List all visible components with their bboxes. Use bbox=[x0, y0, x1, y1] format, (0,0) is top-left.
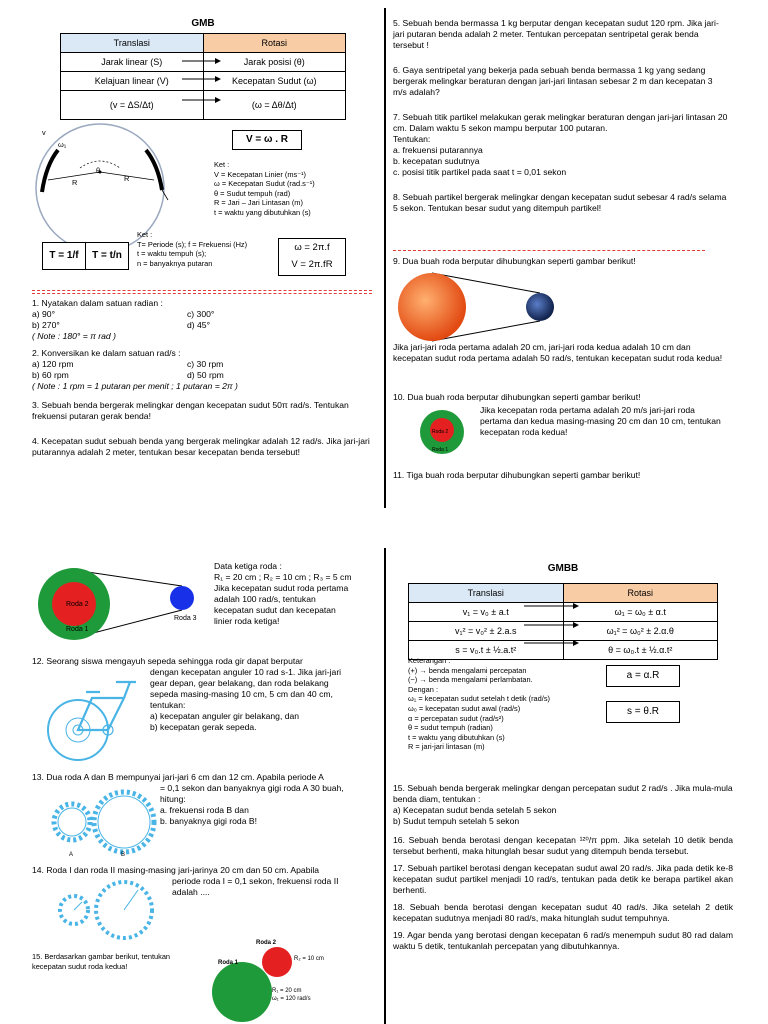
question-15: 15. Sebuah benda bergerak melingkar dengan percepatan sudut 2 rad/s . Jika mula-mula benda diam, tentukan : bbox=[393, 783, 733, 804]
roda2-label: Roda 2 bbox=[66, 601, 89, 608]
gmb-head-left: Translasi bbox=[61, 34, 204, 53]
gmbb-ket-line: α = percepatan sudut (rad/s²) bbox=[408, 713, 504, 723]
formula-v: V = 2π.fR bbox=[291, 259, 333, 270]
option: a) 120 rpm bbox=[32, 359, 74, 369]
question-12: 12. Seorang siswa mengayuh sepeda sehingga roda gir dapat berputar bbox=[32, 656, 303, 666]
question-15-left: 15. Berdasarkan gambar berikut, tentukan kecepatan sudut roda kedua! bbox=[32, 952, 171, 971]
gear-a-label: A bbox=[69, 852, 74, 858]
three-wheels-figure bbox=[36, 566, 206, 642]
question-8: 8. Sebuah partikel bergerak melingkar dengan kecepatan sudut sebesar 4 rad/s selama 5 sekon. Tentukan besar sudut yang ditempuh partikel! bbox=[393, 192, 727, 213]
question-1: 1. Nyatakan dalam satuan radian : bbox=[32, 298, 163, 308]
data-title: Data ketiga roda : bbox=[214, 561, 282, 571]
q12-line: tentukan: bbox=[150, 700, 186, 710]
ket2-line: t = waktu tempuh (s); bbox=[137, 249, 207, 259]
formula-t-f: T = 1/f bbox=[42, 242, 86, 270]
bicycle-figure bbox=[46, 670, 146, 766]
question-16: 16. Sebuah benda berotasi dengan kecepatan ¹²⁰/π ppm. Jika setelah 10 detik benda tersebut berhenti, maka hitunglah besar sudut yang ditempuh benda tersebut. bbox=[393, 835, 733, 856]
gmbb-ket-line: Dengan : bbox=[408, 684, 438, 694]
gmbb-head-right: Rotasi bbox=[563, 584, 718, 603]
question-3: 3. Sebuah benda bergerak melingkar dengan kecepatan sudut 50π rad/s. Tentukan frekuensi putaran gerak benda! bbox=[32, 400, 349, 421]
gmbb-row-left: s = v₀.t ± ½.a.t² bbox=[409, 641, 564, 660]
q13-body bbox=[160, 783, 380, 827]
gmbb-ket-line: ω₁ = kecepatan sudut setelah t detik (rad/s) bbox=[408, 694, 550, 704]
separator bbox=[32, 293, 372, 294]
formula-t-n: T = t/n bbox=[85, 242, 129, 270]
q15-sub: a) Kecepatan sudut benda setelah 5 sekon bbox=[393, 805, 557, 815]
column-divider-top bbox=[384, 8, 386, 508]
gmb-row-right: Jarak posisi (θ) bbox=[203, 53, 346, 72]
gmb-row-left: Kelajuan linear (V) bbox=[61, 72, 204, 91]
q7-sub: a. frekuensi putarannya bbox=[393, 145, 483, 155]
q15-r1: R₁ = 20 cm bbox=[272, 988, 302, 994]
q12-line: a) kecepatan anguler gir belakang, dan bbox=[150, 711, 300, 721]
gmbb-row-right: ω₁ = ω₀ ± α.t bbox=[563, 603, 718, 622]
question-10: 10. Dua buah roda berputar dihubungkan seperti gambar berikut! bbox=[393, 392, 641, 402]
option: c) 30 rpm bbox=[187, 359, 224, 369]
q14-body bbox=[172, 876, 382, 898]
gmb-ket bbox=[214, 160, 380, 218]
q9-text: Jika jari-jari roda pertama adalah 20 cm, jari-jari roda kedua adalah 10 cm dan kecepatan sudut roda pertama adalah 50 rad/s, tentukan kecepatan sudut roda kedua! bbox=[393, 342, 723, 363]
option: c) 300° bbox=[187, 309, 215, 319]
separator bbox=[32, 290, 372, 291]
bottom-right-questions bbox=[393, 783, 733, 952]
q13-line: = 0,1 sekon dan banyaknya gigi roda A 30 buah, bbox=[160, 783, 344, 793]
ket-line: ω = Kecepatan Sudut (rad.s⁻¹) bbox=[214, 179, 315, 189]
diagram-r2: R bbox=[124, 174, 130, 183]
q9-wheels-figure bbox=[398, 272, 558, 342]
separator bbox=[393, 250, 705, 251]
question-11: 11. Tiga buah roda berputar dihubungkan seperti gambar berikut! bbox=[393, 470, 641, 480]
right-questions bbox=[393, 18, 728, 214]
q12-line: dengan kecepatan anguler 10 rad s-1. Jika jari-jari bbox=[150, 667, 342, 677]
gmbb-row-left: v₁² = v₀² ± 2.a.s bbox=[409, 622, 564, 641]
gmbb-arrows bbox=[522, 598, 592, 658]
q15-r2: R₂ = 10 cm bbox=[294, 956, 324, 962]
question-19: 19. Agar benda yang berotasi dengan kecepatan 6 rad/s menempuh sudut 80 rad dalam waktu 5 detik, tentukanlah percepatan yang dibutuhkannya. bbox=[393, 930, 733, 951]
question-4: 4. Kecepatan sudut sebuah benda yang bergerak melingkar adalah 12 rad/s. Jika jari-jari putarannya adalah 2 meter, tentukan besar kecepatan benda tersebut! bbox=[32, 436, 370, 457]
ket-line: R = Jari – Jari Lintasan (m) bbox=[214, 198, 303, 208]
ket-line: V = Kecepatan Linier (ms⁻¹) bbox=[214, 169, 307, 179]
option: d) 50 rpm bbox=[187, 370, 224, 380]
data-line: linier roda ketiga! bbox=[214, 616, 280, 626]
q15-roda1: Roda 1 bbox=[218, 960, 239, 966]
gmbb-ket-line: (−) → benda mengalami perlambatan. bbox=[408, 675, 533, 685]
gmb-title: GMB bbox=[191, 18, 215, 29]
data-line: Jika kecepatan sudut roda pertama bbox=[214, 583, 349, 593]
gears-roda-figure bbox=[54, 880, 158, 940]
gmbb-row-right: ω₁² = ω₀² ± 2.α.θ bbox=[563, 622, 718, 641]
ket-title: Ket : bbox=[214, 160, 230, 169]
data-line: kecepatan sudut dan kecepatan bbox=[214, 605, 336, 615]
option: b) 270° bbox=[32, 320, 60, 330]
data-line: adalah 100 rad/s, tentukan bbox=[214, 594, 316, 604]
question-14: 14. Roda I dan roda II masing-masing jari-jarinya 20 cm dan 50 cm. Apabila bbox=[32, 865, 320, 875]
left-questions bbox=[32, 298, 377, 458]
gmbb-ket-title: Keterangan : bbox=[408, 656, 451, 665]
question-17: 17. Sebuah partikel berotasi dengan kecepatan sudut awal 20 rad/s. Jika pada detik ke-8 kecepatan sudut partikel menjadi 10 rad/s, tentukan pada detik ke berapa partikel akan berhenti. bbox=[393, 863, 733, 895]
question-2: 2. Konversikan ke dalam satuan rad/s : bbox=[32, 348, 181, 358]
q10-text: Jika kecepatan roda pertama adalah 20 m/s jari-jari roda pertama dan kedua masing-masing 20 cm dan 10 cm, tentukan kecepatan roda kedua! bbox=[480, 405, 721, 437]
formula-omega: ω = 2π.f bbox=[294, 242, 330, 253]
gmbb-ket-line: ω₀ = kecepatan sudut awal (rad/s) bbox=[408, 703, 521, 713]
roda3-label: Roda 3 bbox=[174, 615, 197, 622]
q15-roda2: Roda 2 bbox=[256, 940, 277, 946]
gear-b-label: B bbox=[121, 852, 126, 858]
question-9: 9. Dua buah roda berputar dihubungkan seperti gambar berikut! bbox=[393, 256, 636, 266]
q14-line: adalah .... bbox=[172, 887, 210, 897]
diagram-r1: R bbox=[72, 178, 78, 187]
q14-line: periode roda I = 0,1 sekon, frekuensi roda II bbox=[172, 876, 339, 886]
ket2-line: T= Periode (s); f = Frekuensi (Hz) bbox=[137, 239, 248, 249]
ket2-title: Ket : bbox=[137, 230, 153, 239]
option: b) 60 rpm bbox=[32, 370, 69, 380]
q15-w1: ω₁ = 120 rad/s bbox=[272, 996, 311, 1002]
note: ( Note : 1 rpm = 1 putaran per menit ; 1 putaran = 2π ) bbox=[32, 381, 238, 391]
column-divider-bottom bbox=[384, 548, 386, 1024]
question-7: 7. Sebuah titik partikel melakukan gerak melingkar beraturan dengan jari-jari lintasan 20 cm. Dalam waktu 5 sekon mampu berputar 100 putaran. bbox=[393, 112, 728, 133]
gmbb-ket-line: θ = sudut tempuh (radian) bbox=[408, 723, 493, 733]
formula-omega-box bbox=[278, 238, 346, 276]
diagram-omega: ω₁ bbox=[58, 140, 67, 149]
q13-line: a. frekuensi roda B dan bbox=[160, 805, 249, 815]
diagram-theta: θ bbox=[96, 166, 101, 175]
gmb-row-right: (ω = Δθ/Δt) bbox=[203, 91, 346, 120]
three-wheels-data bbox=[214, 561, 379, 627]
ket-line: t = waktu yang dibutuhkan (s) bbox=[214, 207, 311, 217]
q13-line: hitung: bbox=[160, 794, 186, 804]
question-13: 13. Dua roda A dan B mempunyai jari-jari 6 cm dan 12 cm. Apabila periode A bbox=[32, 772, 324, 782]
gmbb-row-right: θ = ω₀.t ± ½.α.t² bbox=[563, 641, 718, 660]
q12-line: b) kecepatan gerak sepeda. bbox=[150, 722, 257, 732]
q13-line: b. banyaknya gigi roda B! bbox=[160, 816, 257, 826]
q15-sub: b) Sudut tempuh setelah 5 sekon bbox=[393, 816, 520, 826]
gmbb-head-left: Translasi bbox=[409, 584, 564, 603]
ket-line: θ = Sudut tempuh (rad) bbox=[214, 188, 291, 198]
question-5: 5. Sebuah benda bermassa 1 kg berputar dengan kecepatan sudut 120 rpm. Jika jari-jari putaran benda adalah 2 meter. Tentukan percepatan sentripetal gerak benda tersebut ! bbox=[393, 18, 719, 50]
gmbb-ket-line: t = waktu yang dibutuhkan (s) bbox=[408, 732, 505, 742]
gmb-arrows bbox=[180, 50, 240, 110]
ket2-line: n = banyaknya putaran bbox=[137, 258, 213, 268]
note: ( Note : 180° = π rad ) bbox=[32, 331, 116, 341]
roda1-label: Roda 1 bbox=[66, 626, 89, 633]
q12-body bbox=[150, 667, 382, 733]
gmbb-ket bbox=[408, 656, 608, 752]
gmbb-ket-line: R = jari-jari lintasan (m) bbox=[408, 742, 485, 752]
q7-sub: Tentukan: bbox=[393, 134, 431, 144]
option: a) 90° bbox=[32, 309, 56, 319]
question-6: 6. Gaya sentripetal yang bekerja pada sebuah benda bermassa 1 kg yang sedang bergerak melingkar beraturan dengan jari-jari lintasan sebesar 2 m dan kecepatan 3 m/s adalah? bbox=[393, 65, 713, 97]
option: d) 45° bbox=[187, 320, 211, 330]
gmb-head-right: Rotasi bbox=[203, 34, 346, 53]
q7-sub: b. kecepatan sudutnya bbox=[393, 156, 480, 166]
gmb-ket2 bbox=[137, 230, 277, 268]
gmb-row-left: (v = ΔS/Δt) bbox=[61, 91, 204, 120]
gmbb-title: GMBB bbox=[547, 563, 579, 574]
gmb-row-right: Kecepatan Sudut (ω) bbox=[203, 72, 346, 91]
gmbb-ket-line: (+) → benda mengalami percepatan bbox=[408, 665, 527, 675]
q12-line: sepeda masing-masing 10 cm, 5 cm dan 40 cm, bbox=[150, 689, 333, 699]
gmb-row-left: Jarak linear (S) bbox=[61, 53, 204, 72]
question-18: 18. Sebuah benda berotasi dengan kecepatan sudut 40 rad/s. Jika setelah 2 detik kecepatan sudutnya menjadi 80 rad/s, maka hitunglah sudut tempuhnya. bbox=[393, 902, 733, 923]
q10-roda1: Roda 1 bbox=[432, 447, 449, 453]
formula-v-omega-r: V = ω . R bbox=[232, 130, 302, 150]
gmbb-row-left: v₁ = v₀ ± a.t bbox=[409, 603, 564, 622]
q12-line: gear depan, gear belakang, dan roda belakang bbox=[150, 678, 329, 688]
q7-sub: c. posisi titik partikel pada saat t = 0,01 sekon bbox=[393, 167, 567, 177]
gears-figure bbox=[50, 790, 160, 856]
data-line: R₁ = 20 cm ; R₂ = 10 cm ; R₃ = 5 cm bbox=[214, 572, 352, 582]
formula-s-theta-r: s = θ.R bbox=[606, 701, 680, 723]
formula-a-alpha-r: a = α.R bbox=[606, 665, 680, 687]
q10-roda2: Roda 2 bbox=[432, 429, 449, 435]
diagram-v: v bbox=[42, 128, 46, 137]
